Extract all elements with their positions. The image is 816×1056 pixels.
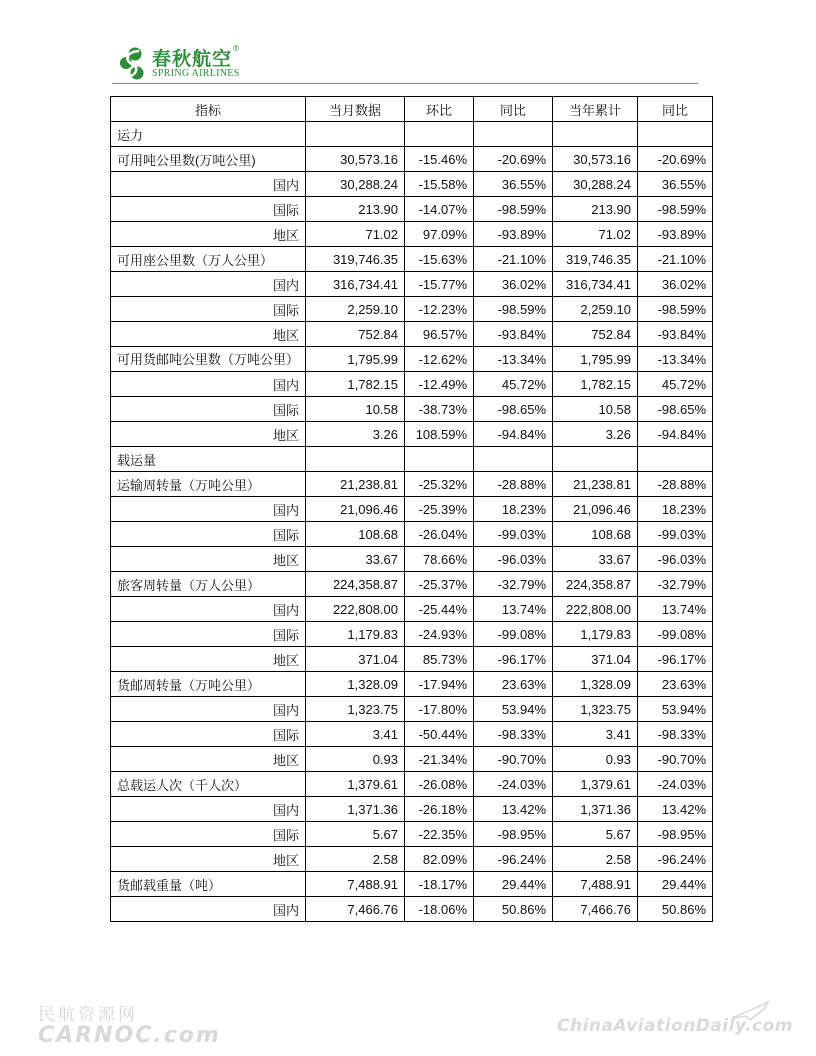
table-row — [111, 422, 713, 447]
section-label: 载运量 — [111, 447, 306, 472]
logo-english-name: SPRING AIRLINES — [152, 68, 240, 79]
table-row — [111, 222, 713, 247]
region-label: 地区 — [111, 222, 306, 247]
table-row — [111, 597, 713, 622]
yoy-change-cell: 50.86% — [474, 897, 553, 922]
ytd-value-cell: 10.58 — [553, 397, 638, 422]
month-value-cell: 371.04 — [306, 647, 405, 672]
ytd-value-cell: 0.93 — [553, 747, 638, 772]
yoy-change-cell: -93.84% — [474, 322, 553, 347]
mom-change-cell: -17.94% — [405, 672, 474, 697]
mom-change-cell: -25.37% — [405, 572, 474, 597]
yoy-change-cell: -93.89% — [474, 222, 553, 247]
metric-label: 旅客周转量（万人公里） — [111, 572, 306, 597]
carnoc-watermark-en: CARNOC.com — [38, 1023, 221, 1048]
ytd-yoy-change-cell: 36.55% — [638, 172, 713, 197]
ytd-yoy-change-cell: -93.84% — [638, 322, 713, 347]
region-label: 国际 — [111, 297, 306, 322]
ytd-value-cell: 222,808.00 — [553, 597, 638, 622]
ytd-yoy-change-cell: 53.94% — [638, 697, 713, 722]
yoy-change-cell: -13.34% — [474, 347, 553, 372]
mom-change-cell: -25.39% — [405, 497, 474, 522]
month-value-cell: 21,238.81 — [306, 472, 405, 497]
spring-airlines-logo — [118, 44, 268, 84]
table-row — [111, 647, 713, 672]
ytd-value-cell: 1,371.36 — [553, 797, 638, 822]
month-value-cell: 30,573.16 — [306, 147, 405, 172]
mom-change-cell: -12.49% — [405, 372, 474, 397]
region-label: 国内 — [111, 497, 306, 522]
ytd-yoy-change-cell — [638, 122, 713, 147]
ytd-yoy-change-cell: -13.34% — [638, 347, 713, 372]
month-value-cell: 108.68 — [306, 522, 405, 547]
yoy-change-cell: 13.42% — [474, 797, 553, 822]
column-header-ytd: 当年累计 — [553, 97, 638, 122]
region-label: 国内 — [111, 797, 306, 822]
ytd-yoy-change-cell: -98.59% — [638, 197, 713, 222]
ytd-value-cell: 1,179.83 — [553, 622, 638, 647]
ytd-yoy-change-cell: 23.63% — [638, 672, 713, 697]
ytd-value-cell: 71.02 — [553, 222, 638, 247]
region-label: 国内 — [111, 597, 306, 622]
ytd-yoy-change-cell: -93.89% — [638, 222, 713, 247]
section-row — [111, 122, 713, 147]
mom-change-cell: -15.58% — [405, 172, 474, 197]
table-row — [111, 897, 713, 922]
table-row — [111, 172, 713, 197]
month-value-cell: 7,466.76 — [306, 897, 405, 922]
mom-change-cell: -18.17% — [405, 872, 474, 897]
ytd-yoy-change-cell: 18.23% — [638, 497, 713, 522]
mom-change-cell: -24.93% — [405, 622, 474, 647]
yoy-change-cell: -94.84% — [474, 422, 553, 447]
ytd-value-cell: 7,488.91 — [553, 872, 638, 897]
yoy-change-cell: -98.95% — [474, 822, 553, 847]
carnoc-watermark — [38, 1000, 221, 1048]
yoy-change-cell — [474, 122, 553, 147]
region-label: 地区 — [111, 547, 306, 572]
ytd-value-cell: 108.68 — [553, 522, 638, 547]
spring-s-logo-icon — [118, 46, 148, 82]
table-row — [111, 297, 713, 322]
table-row — [111, 522, 713, 547]
ytd-value-cell: 2.58 — [553, 847, 638, 872]
metric-label: 货邮周转量（万吨公里） — [111, 672, 306, 697]
mom-change-cell: -17.80% — [405, 697, 474, 722]
mom-change-cell: -12.23% — [405, 297, 474, 322]
month-value-cell — [306, 447, 405, 472]
month-value-cell: 1,795.99 — [306, 347, 405, 372]
ytd-yoy-change-cell: -98.95% — [638, 822, 713, 847]
region-label: 国内 — [111, 897, 306, 922]
ytd-value-cell — [553, 122, 638, 147]
month-value-cell: 1,379.61 — [306, 772, 405, 797]
metric-label: 货邮载重量（吨） — [111, 872, 306, 897]
yoy-change-cell: -98.59% — [474, 297, 553, 322]
table-row — [111, 147, 713, 172]
region-label: 国内 — [111, 272, 306, 297]
table-row — [111, 272, 713, 297]
ytd-yoy-change-cell: -99.08% — [638, 622, 713, 647]
mom-change-cell: -25.44% — [405, 597, 474, 622]
ytd-yoy-change-cell: -32.79% — [638, 572, 713, 597]
ytd-yoy-change-cell: -99.03% — [638, 522, 713, 547]
ytd-yoy-change-cell: -21.10% — [638, 247, 713, 272]
metric-label: 可用座公里数（万人公里） — [111, 247, 306, 272]
china-aviation-daily-watermark: ChinaAviationDaily.com — [557, 1016, 794, 1036]
metric-label: 总载运人次（千人次） — [111, 772, 306, 797]
ytd-yoy-change-cell: -28.88% — [638, 472, 713, 497]
mom-change-cell: -14.07% — [405, 197, 474, 222]
traffic-data-table — [110, 96, 713, 922]
month-value-cell: 7,488.91 — [306, 872, 405, 897]
mom-change-cell: -15.46% — [405, 147, 474, 172]
ytd-yoy-change-cell: 13.74% — [638, 597, 713, 622]
mom-change-cell: 85.73% — [405, 647, 474, 672]
month-value-cell: 3.26 — [306, 422, 405, 447]
section-row — [111, 447, 713, 472]
region-label: 国际 — [111, 197, 306, 222]
region-label: 国际 — [111, 397, 306, 422]
month-value-cell: 5.67 — [306, 822, 405, 847]
table-row — [111, 672, 713, 697]
ytd-value-cell: 1,323.75 — [553, 697, 638, 722]
yoy-change-cell: -96.17% — [474, 647, 553, 672]
ytd-yoy-change-cell: -94.84% — [638, 422, 713, 447]
month-value-cell: 1,371.36 — [306, 797, 405, 822]
yoy-change-cell: 13.74% — [474, 597, 553, 622]
ytd-yoy-change-cell: 45.72% — [638, 372, 713, 397]
table-row — [111, 697, 713, 722]
yoy-change-cell: -96.24% — [474, 847, 553, 872]
yoy-change-cell: -21.10% — [474, 247, 553, 272]
mom-change-cell: -50.44% — [405, 722, 474, 747]
mom-change-cell: -18.06% — [405, 897, 474, 922]
ytd-value-cell: 3.41 — [553, 722, 638, 747]
ytd-value-cell: 2,259.10 — [553, 297, 638, 322]
region-label: 地区 — [111, 747, 306, 772]
ytd-yoy-change-cell: 13.42% — [638, 797, 713, 822]
table-header-row — [111, 97, 713, 122]
mom-change-cell: 78.66% — [405, 547, 474, 572]
mom-change-cell — [405, 447, 474, 472]
month-value-cell: 2,259.10 — [306, 297, 405, 322]
mom-change-cell: 82.09% — [405, 847, 474, 872]
region-label: 国际 — [111, 522, 306, 547]
table-row — [111, 572, 713, 597]
table-row — [111, 747, 713, 772]
header-divider — [112, 83, 698, 84]
mom-change-cell: -25.32% — [405, 472, 474, 497]
ytd-value-cell: 224,358.87 — [553, 572, 638, 597]
month-value-cell: 213.90 — [306, 197, 405, 222]
region-label: 地区 — [111, 647, 306, 672]
month-value-cell: 2.58 — [306, 847, 405, 872]
column-header-metric: 指标 — [111, 97, 306, 122]
yoy-change-cell: -99.08% — [474, 622, 553, 647]
month-value-cell: 0.93 — [306, 747, 405, 772]
mom-change-cell: -26.08% — [405, 772, 474, 797]
table-row — [111, 472, 713, 497]
ytd-value-cell: 1,782.15 — [553, 372, 638, 397]
column-header-ytd-yoy: 同比 — [638, 97, 713, 122]
yoy-change-cell: -90.70% — [474, 747, 553, 772]
mom-change-cell: -26.18% — [405, 797, 474, 822]
month-value-cell: 33.67 — [306, 547, 405, 572]
ytd-value-cell: 1,795.99 — [553, 347, 638, 372]
yoy-change-cell: -99.03% — [474, 522, 553, 547]
yoy-change-cell: -28.88% — [474, 472, 553, 497]
ytd-value-cell: 1,328.09 — [553, 672, 638, 697]
ytd-value-cell: 319,746.35 — [553, 247, 638, 272]
ytd-yoy-change-cell: -98.59% — [638, 297, 713, 322]
ytd-value-cell: 21,096.46 — [553, 497, 638, 522]
month-value-cell: 30,288.24 — [306, 172, 405, 197]
region-label: 地区 — [111, 322, 306, 347]
yoy-change-cell: 45.72% — [474, 372, 553, 397]
month-value-cell: 71.02 — [306, 222, 405, 247]
table-row — [111, 722, 713, 747]
yoy-change-cell: 36.55% — [474, 172, 553, 197]
logo-chinese-name: 春秋航空® — [152, 44, 242, 70]
yoy-change-cell: -32.79% — [474, 572, 553, 597]
mom-change-cell: -38.73% — [405, 397, 474, 422]
month-value-cell: 224,358.87 — [306, 572, 405, 597]
ytd-value-cell: 213.90 — [553, 197, 638, 222]
mom-change-cell: 108.59% — [405, 422, 474, 447]
yoy-change-cell: -98.33% — [474, 722, 553, 747]
ytd-yoy-change-cell: -90.70% — [638, 747, 713, 772]
mom-change-cell: -22.35% — [405, 822, 474, 847]
ytd-value-cell: 3.26 — [553, 422, 638, 447]
mom-change-cell: -15.77% — [405, 272, 474, 297]
table-row — [111, 797, 713, 822]
mom-change-cell: 97.09% — [405, 222, 474, 247]
ytd-yoy-change-cell: -20.69% — [638, 147, 713, 172]
table-row — [111, 847, 713, 872]
ytd-value-cell: 752.84 — [553, 322, 638, 347]
ytd-value-cell: 21,238.81 — [553, 472, 638, 497]
month-value-cell: 21,096.46 — [306, 497, 405, 522]
yoy-change-cell: -20.69% — [474, 147, 553, 172]
region-label: 国际 — [111, 722, 306, 747]
region-label: 地区 — [111, 422, 306, 447]
metric-label: 运输周转量（万吨公里） — [111, 472, 306, 497]
yoy-change-cell: -98.59% — [474, 197, 553, 222]
ytd-yoy-change-cell: 29.44% — [638, 872, 713, 897]
month-value-cell: 222,808.00 — [306, 597, 405, 622]
region-label: 国内 — [111, 372, 306, 397]
table-row — [111, 372, 713, 397]
ytd-value-cell: 1,379.61 — [553, 772, 638, 797]
column-header-mom: 环比 — [405, 97, 474, 122]
table-row — [111, 622, 713, 647]
month-value-cell — [306, 122, 405, 147]
mom-change-cell: 96.57% — [405, 322, 474, 347]
table-row — [111, 347, 713, 372]
mom-change-cell: -15.63% — [405, 247, 474, 272]
yoy-change-cell: 36.02% — [474, 272, 553, 297]
table-row — [111, 322, 713, 347]
mom-change-cell: -21.34% — [405, 747, 474, 772]
ytd-value-cell: 5.67 — [553, 822, 638, 847]
metric-label: 可用吨公里数(万吨公里) — [111, 147, 306, 172]
table-row — [111, 822, 713, 847]
table-row — [111, 397, 713, 422]
yoy-change-cell — [474, 447, 553, 472]
mom-change-cell — [405, 122, 474, 147]
yoy-change-cell: 23.63% — [474, 672, 553, 697]
region-label: 国际 — [111, 622, 306, 647]
ytd-value-cell: 30,288.24 — [553, 172, 638, 197]
metric-label: 可用货邮吨公里数（万吨公里） — [111, 347, 306, 372]
ytd-value-cell: 30,573.16 — [553, 147, 638, 172]
table-row — [111, 772, 713, 797]
carnoc-watermark-cn: 民航资源网 — [38, 1005, 138, 1025]
yoy-change-cell: -24.03% — [474, 772, 553, 797]
ytd-yoy-change-cell: -96.17% — [638, 647, 713, 672]
yoy-change-cell: 18.23% — [474, 497, 553, 522]
month-value-cell: 319,746.35 — [306, 247, 405, 272]
month-value-cell: 1,323.75 — [306, 697, 405, 722]
table-row — [111, 197, 713, 222]
month-value-cell: 1,782.15 — [306, 372, 405, 397]
section-label: 运力 — [111, 122, 306, 147]
ytd-yoy-change-cell: -24.03% — [638, 772, 713, 797]
ytd-yoy-change-cell: -98.33% — [638, 722, 713, 747]
ytd-yoy-change-cell: 36.02% — [638, 272, 713, 297]
month-value-cell: 1,328.09 — [306, 672, 405, 697]
column-header-yoy: 同比 — [474, 97, 553, 122]
yoy-change-cell: -98.65% — [474, 397, 553, 422]
ytd-yoy-change-cell: -96.24% — [638, 847, 713, 872]
document-header — [112, 38, 698, 84]
month-value-cell: 752.84 — [306, 322, 405, 347]
table-row — [111, 497, 713, 522]
mom-change-cell: -26.04% — [405, 522, 474, 547]
region-label: 国内 — [111, 172, 306, 197]
table-row — [111, 872, 713, 897]
month-value-cell: 316,734.41 — [306, 272, 405, 297]
ytd-value-cell: 7,466.76 — [553, 897, 638, 922]
region-label: 国际 — [111, 822, 306, 847]
ytd-value-cell: 371.04 — [553, 647, 638, 672]
month-value-cell: 10.58 — [306, 397, 405, 422]
mom-change-cell: -12.62% — [405, 347, 474, 372]
ytd-yoy-change-cell: -98.65% — [638, 397, 713, 422]
column-header-month: 当月数据 — [306, 97, 405, 122]
ytd-value-cell — [553, 447, 638, 472]
ytd-yoy-change-cell — [638, 447, 713, 472]
registered-mark: ® — [232, 44, 242, 53]
yoy-change-cell: -96.03% — [474, 547, 553, 572]
table-row — [111, 547, 713, 572]
table-row — [111, 247, 713, 272]
month-value-cell: 3.41 — [306, 722, 405, 747]
yoy-change-cell: 29.44% — [474, 872, 553, 897]
yoy-change-cell: 53.94% — [474, 697, 553, 722]
month-value-cell: 1,179.83 — [306, 622, 405, 647]
region-label: 地区 — [111, 847, 306, 872]
ytd-yoy-change-cell: -96.03% — [638, 547, 713, 572]
ytd-value-cell: 33.67 — [553, 547, 638, 572]
region-label: 国内 — [111, 697, 306, 722]
ytd-value-cell: 316,734.41 — [553, 272, 638, 297]
ytd-yoy-change-cell: 50.86% — [638, 897, 713, 922]
